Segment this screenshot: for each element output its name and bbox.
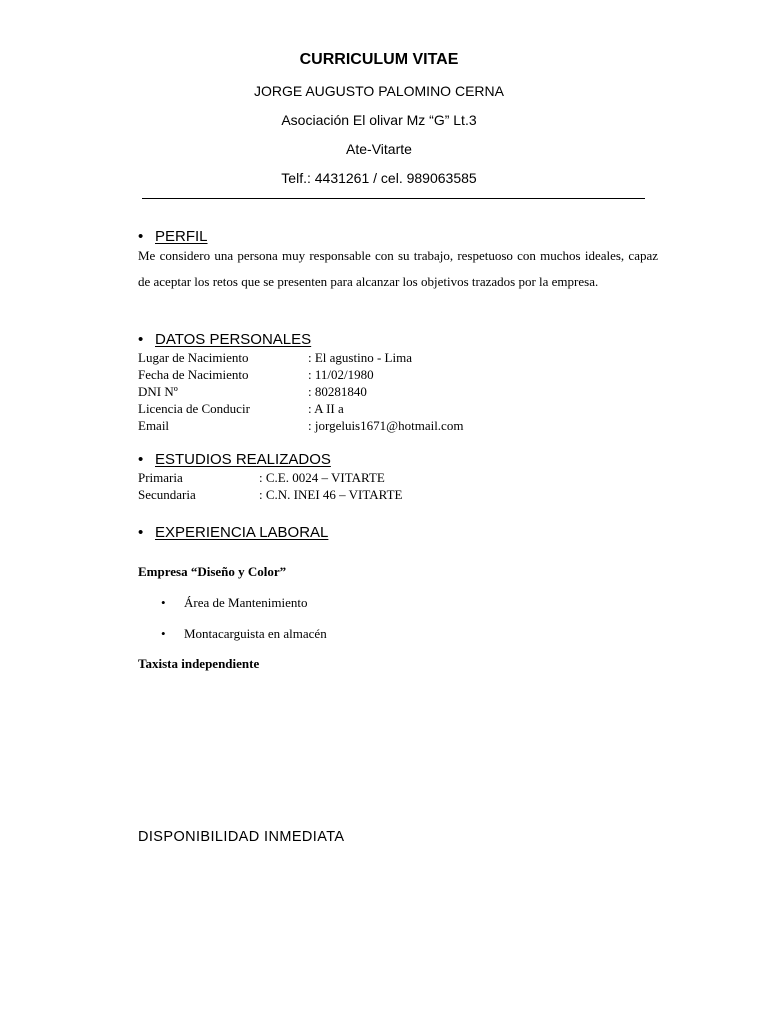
studies-list: [138, 470, 538, 504]
license-label: Licencia de Conducir: [138, 401, 250, 416]
job-role: Montacarguista en almacén: [184, 626, 327, 641]
primary-label: Primaria: [138, 470, 183, 485]
header-divider: [142, 198, 645, 199]
list-item: [161, 626, 421, 644]
bullet-icon: •: [138, 228, 144, 245]
full-name: JORGE AUGUSTO PALOMINO CERNA: [254, 83, 504, 99]
email-value: : jorgeluis1671@hotmail.com: [308, 418, 464, 433]
company-name: Empresa “Diseño y Color”: [138, 564, 287, 579]
phone-numbers: Telf.: 4431261 / cel. 989063585: [281, 170, 477, 186]
document-title: CURRICULUM VITAE: [299, 51, 459, 68]
bullet-icon: •: [138, 451, 144, 468]
personal-data-list: [138, 350, 538, 435]
dni-value: : 80281840: [308, 384, 367, 399]
secondary-value: : C.N. INEI 46 – VITARTE: [259, 487, 403, 502]
bullet-icon: •: [138, 524, 144, 541]
primary-value: : C.E. 0024 – VITARTE: [259, 470, 385, 485]
city: Ate-Vitarte: [346, 141, 412, 157]
address: Asociación El olivar Mz “G” Lt.3: [281, 112, 477, 128]
bullet-icon: •: [138, 331, 144, 348]
job-role: Área de Mantenimiento: [184, 595, 308, 610]
bullet-icon: •: [161, 626, 166, 641]
list-item: [161, 595, 421, 613]
dni-label: DNI Nº: [138, 384, 178, 399]
profile-paragraph: Me considero una persona muy responsable con su trabajo, respetuoso con muchos ideales, capaz de aceptar los retos que se presenten para alcanzar los objetivos trazados por la empresa.: [138, 248, 658, 289]
section-heading: DATOS PERSONALES: [155, 331, 312, 348]
section-heading: PERFIL: [155, 228, 208, 245]
birthdate-label: Fecha de Nacimiento: [138, 367, 249, 382]
availability-note: DISPONIBILIDAD INMEDIATA: [138, 829, 345, 845]
other-experience: Taxista independiente: [138, 656, 260, 671]
license-value: : A II a: [308, 401, 344, 416]
bullet-icon: •: [161, 595, 166, 610]
secondary-label: Secundaria: [138, 487, 196, 502]
birthplace-value: : El agustino - Lima: [308, 350, 412, 365]
section-heading: EXPERIENCIA LABORAL: [155, 524, 329, 541]
birthplace-label: Lugar de Nacimiento: [138, 350, 249, 365]
email-label: Email: [138, 418, 170, 433]
section-heading: ESTUDIOS REALIZADOS: [155, 451, 331, 468]
birthdate-value: : 11/02/1980: [308, 367, 374, 382]
